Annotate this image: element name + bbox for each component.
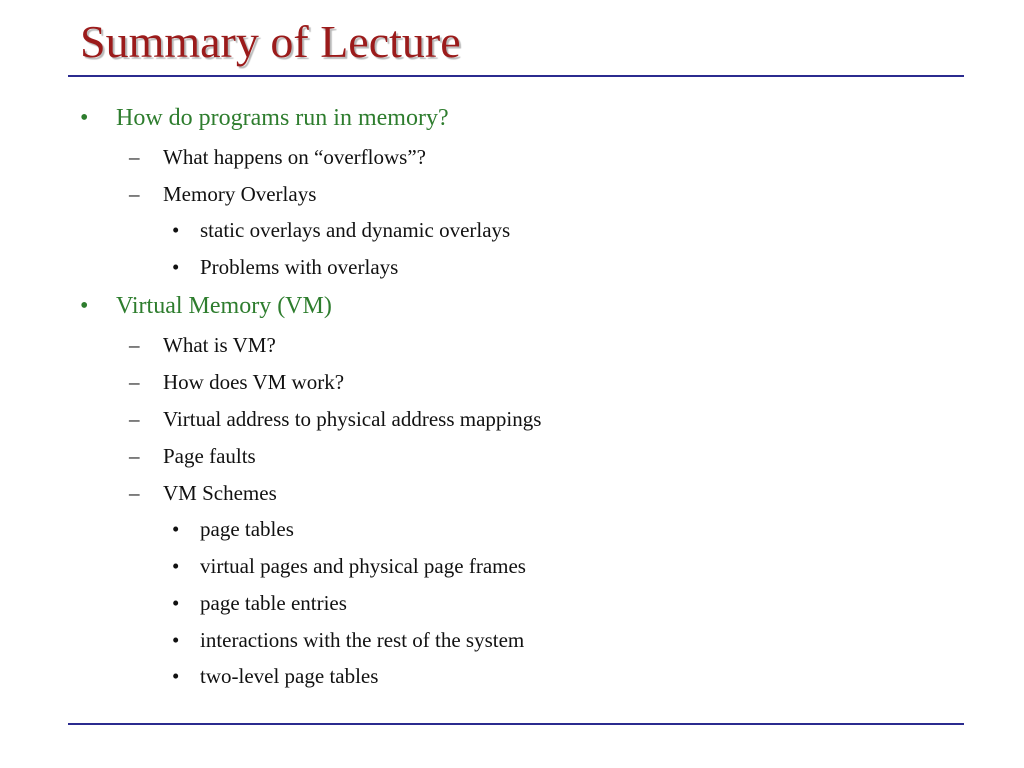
outline-item [80, 292, 332, 320]
bullet-marker: • [172, 591, 180, 615]
bullet-marker: • [172, 255, 180, 279]
outline-item [129, 480, 277, 506]
bullet-marker: • [172, 664, 180, 688]
outline-item [172, 516, 294, 542]
bullet-marker: • [80, 105, 89, 131]
outline-item-text: Virtual address to physical address mappings [163, 407, 542, 431]
outline-item-text: virtual pages and physical page frames [200, 554, 526, 578]
outline-item [80, 104, 449, 132]
outline-item-text: Problems with overlays [200, 255, 399, 279]
bullet-marker: – [129, 182, 140, 206]
outline-item [172, 663, 379, 689]
bullet-marker: – [129, 370, 140, 394]
outline-item-text: page table entries [200, 591, 347, 615]
bullet-marker: – [129, 444, 140, 468]
outline-item-text: What happens on “overflows”? [163, 145, 426, 169]
outline-item-text: Memory Overlays [163, 182, 317, 206]
outline-item-text: two-level page tables [200, 664, 379, 688]
outline-item-text: Virtual Memory (VM) [116, 293, 332, 319]
outline-item-text: page tables [200, 517, 294, 541]
outline-item-text: Page faults [163, 444, 256, 468]
bullet-marker: – [129, 407, 140, 431]
bullet-marker: • [172, 218, 180, 242]
bullet-marker: • [172, 554, 180, 578]
slide-title: Summary of Lecture [80, 16, 461, 67]
outline-item [172, 627, 525, 653]
outline-item [129, 144, 426, 170]
outline-item [172, 590, 347, 616]
outline-item [172, 553, 526, 579]
outline-item-text: static overlays and dynamic overlays [200, 218, 511, 242]
outline-item-text: How does VM work? [163, 370, 345, 394]
outline-item [129, 181, 317, 207]
outline-item-text: What is VM? [163, 333, 276, 357]
outline-item [172, 217, 511, 243]
outline-item [172, 254, 399, 280]
outline-item-text: interactions with the rest of the system [200, 628, 525, 652]
bullet-marker: • [172, 628, 180, 652]
bullet-marker: • [80, 293, 89, 319]
outline-item-text: VM Schemes [163, 481, 277, 505]
bullet-marker: – [129, 145, 140, 169]
outline-item [129, 443, 256, 469]
outline-item [129, 369, 345, 395]
bullet-marker: – [129, 481, 140, 505]
outline-item [129, 406, 542, 432]
bullet-marker: • [172, 517, 180, 541]
bullet-marker: – [129, 333, 140, 357]
outline-item-text: How do programs run in memory? [116, 105, 449, 131]
footer-divider [68, 723, 964, 725]
outline-item [129, 332, 276, 358]
